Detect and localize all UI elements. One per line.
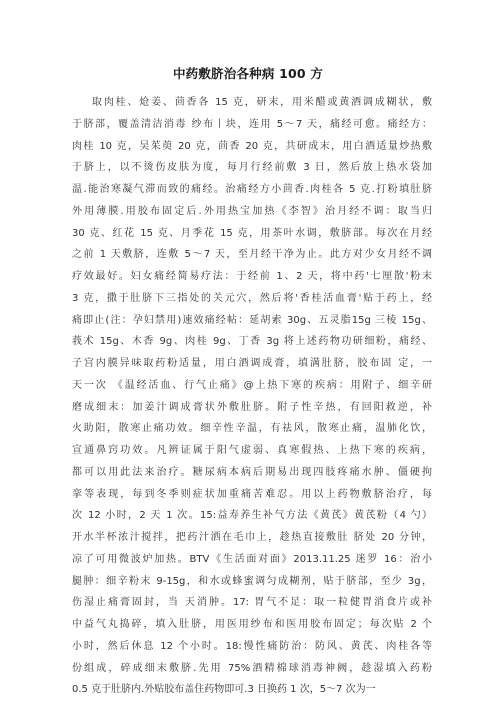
text-line: 挛等表现，每到冬季则症状加重痛苦难忍。用以上药物敷脐治疗，每: [72, 488, 432, 500]
text-line: 30 克、红花 15 克、月季花 15 克，用茶叶水调，敷脐部。每次在月经: [72, 227, 432, 239]
text-line: 中益气丸捣碎，填入肚脐，用医用纱布和医用胶布固定；每次贴 2 个: [72, 619, 432, 630]
text-line: 肉桂 10 克，吴茱萸 20 克，茴香 20 克，共研成末，用白酒适量炒热敷: [72, 140, 432, 152]
text-line: 3 克，撒于肚脐下三指处的关元穴，然后将'香桂活血膏'贴于药上，经: [72, 292, 432, 304]
text-line: 0.5 克于肚脐内.外贴胶布盖住药物即可.3 日换药 1 次，5～7 次为一: [72, 684, 376, 696]
text-line: 外用薄膜.用胶布固定后.外用热宝加热《李智》治月经不调：取当归: [72, 205, 432, 217]
text-line: 小时，然后休息 12 个小时。18:慢性痛防治：防风、黄芪、肉桂各等: [72, 640, 432, 652]
text-line: 伤湿止痛膏固封，当 天消肿。17: 胃气不足：取一粒健胃消食片或补: [72, 597, 432, 609]
text-line: 疗效最好。妇女痛经简易疗法：于经前 1、2 天，将中药'七厘散'粉末: [72, 271, 432, 282]
text-line: 温.能治寒凝气滞而致的痛经。治痛经方小茴香.肉桂各 5 克.打粉填肚脐: [72, 184, 432, 195]
page-title: 中药敷脐治各种病 100 方: [172, 66, 324, 81]
text-line: 磨成细末：加姜汁调成膏状外敷肚脐。附子性辛热，有回阳救逆，补: [72, 401, 432, 413]
text-line: 痛即止(注：孕妇禁用)速效痛经帖：延胡索 30g、五灵脂15g 三棱 15g、: [72, 314, 432, 326]
text-line: 腿肿：细辛粉末 9-15g，和水或蜂蜜调匀成糊剂，贴于脐部，至少 3g，: [72, 575, 432, 587]
text-line: 都可以用此法来治疗。糖尿病本病后期易出现四肢疼痛水肿、僵硬拘: [72, 466, 432, 478]
text-line: 次 12 小时，2 天 1 次。15:益寿养生补气方法《黄芪》黄芪粉（4 勺）: [72, 510, 432, 522]
text-line: 于脐部，覆盖清洁消毒 纱布丨块，连用 5～7 天，痛经可愈。痛经方：: [72, 118, 432, 130]
text-line: 火助阳，散寒止痛功效。细辛性辛温，有祛风，散寒止痛，温肺化饮，: [72, 423, 432, 435]
text-line: 取肉桂、炝姜、茴香各 15 克，研末，用米醋或黄酒调成糊状，敷: [92, 97, 432, 108]
text-line: 天一次 《温经活血、行气止痛》@上热下寒的疾病：用附子、细辛研: [72, 379, 432, 391]
text-line: 凉了可用微波炉加热。BTV《生活面对面》2013.11.25 迷罗 16：治小: [72, 553, 432, 565]
text-line: 于脐上，以不烫伤皮肤为度，每月行经前敷 3 日，然后放上热水袋加: [72, 162, 432, 174]
text-line: 开水半杯浓汁搅拌，把药汁洒在毛巾上，趁热直接敷肚 脐处 20 分钟，: [72, 532, 432, 543]
body-text: [72, 92, 432, 701]
text-line: 份组成，碎成细末敷脐.先用 75%酒精棉球消毒神阙，趁湿填入药粉: [72, 662, 432, 674]
text-line: 子宫内膜异味取药粉适量，用白酒调成膏，填满肚脐，胶布固 定，一: [72, 358, 432, 369]
text-line: 宣通鼻窍功效。凡辨证属于阳气虚弱、真寒假热、上热下寒的疾病，: [72, 445, 432, 456]
text-line: 之前 1 天敷脐，连敷 5～7 天，至月经干净为止。此方对少女月经不调: [72, 249, 432, 261]
text-line: 莪术 15g、木香 9g、肉桂 9g、丁香 3g 将上述药物功研细粉，痛经、: [72, 336, 432, 348]
